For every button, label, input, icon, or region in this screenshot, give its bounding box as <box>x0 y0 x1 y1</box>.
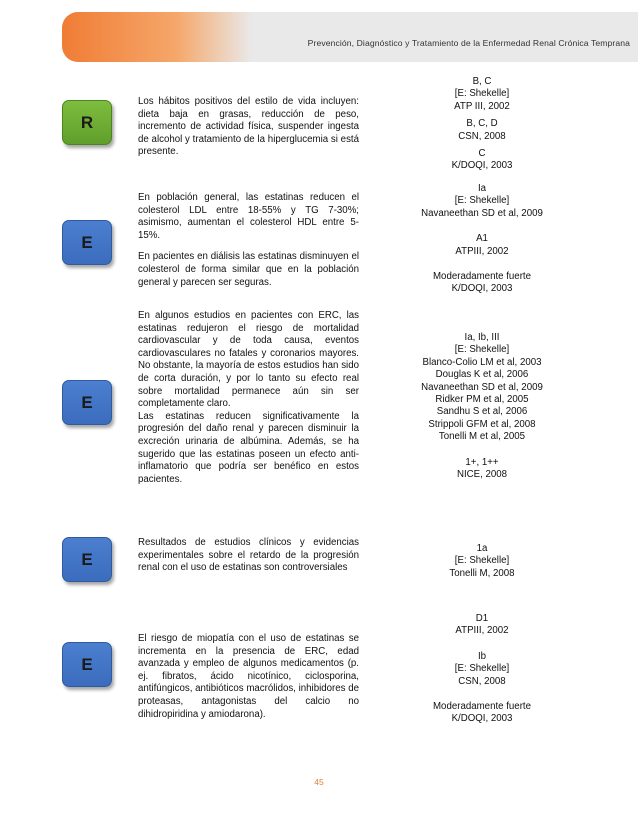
ref-line: Navaneethan SD et al, 2009 <box>421 207 543 219</box>
badge-letter: E <box>81 232 93 252</box>
ref-line: K/DOQI, 2003 <box>451 160 513 172</box>
ref-line: NICE, 2008 <box>456 469 508 481</box>
ref-line: Tonelli M et al, 2005 <box>438 431 526 443</box>
evidence-badge <box>62 537 112 582</box>
page-number: 45 <box>314 777 324 787</box>
row-text-lifestyle <box>138 96 359 159</box>
ref-line: C <box>478 148 486 160</box>
ref-line: Moderadamente fuerte <box>432 271 531 283</box>
row-refs-statins-erc <box>392 332 572 481</box>
badge-letter: E <box>81 654 93 674</box>
row-refs-statins-general <box>392 183 572 296</box>
row-refs-renal-progression <box>392 543 572 580</box>
ref-line: Sandhu S et al, 2006 <box>436 406 528 418</box>
ref-line: Navaneethan SD et al, 2009 <box>421 381 543 393</box>
ref-line: CSN, 2008 <box>458 130 506 142</box>
ref-line: Moderadamente fuerte <box>432 701 531 713</box>
ref-line: K/DOQI, 2003 <box>451 713 513 725</box>
badge-letter: R <box>80 112 94 132</box>
ref-line: Ia <box>477 183 487 194</box>
ref-line: Blanco-Colio LM et al, 2003 <box>422 356 542 368</box>
paragraph: En población general, las estatinas reducen el colesterol LDL entre 18-55% y TG 7-30%; asimismo, aumentan el colesterol HDL entre 5-15%. <box>138 192 359 241</box>
paragraph: Resultados de estudios clínicos y evidencias experimentales sobre el retardo de la progresión renal con el uso de estatinas son controversiales <box>138 537 359 574</box>
paragraph: En algunos estudios en pacientes con ERC, las estatinas redujeron el riesgo de mortalidad cardiovascular y de toda causa, eventos cardiovasculares no fatales y coronarios mayores. No obstante, la mayoría de estos estudios han sido de corta duración, y por lo tanto su efecto real sobre mortalidad permanece aún sin ser completamente claro. <box>138 310 359 410</box>
ref-line: B, C, D <box>466 118 498 130</box>
ref-line: ATP III, 2002 <box>454 100 510 112</box>
row-refs-lifestyle <box>392 76 572 173</box>
evidence-badge <box>62 642 112 687</box>
paragraph: Las estatinas reducen significativamente la progresión del daño renal y parecen disminuir la excreción urinaria de albúmina. Además, se ha sugerido que las estatinas poseen un efecto anti-inflamatorio que podría ser benéfico en estos pacientes. <box>138 410 359 485</box>
ref-line: Tonelli M, 2008 <box>449 567 515 579</box>
ref-line: Strippoli GFM et al, 2008 <box>428 418 536 430</box>
ref-line: 1+, 1++ <box>465 456 499 468</box>
ref-line: 1a <box>476 543 488 554</box>
ref-line: A1 <box>476 233 488 245</box>
ref-line: [E: Shekelle] <box>454 555 510 567</box>
ref-line: [E: Shekelle] <box>454 663 510 675</box>
ref-line: B, C <box>472 76 492 87</box>
evidence-badge <box>62 380 112 425</box>
ref-line: Douglas K et al, 2006 <box>435 369 529 381</box>
row-text-statins-general <box>138 192 359 289</box>
paragraph: Los hábitos positivos del estilo de vida incluyen: dieta baja en grasas, reducción de peso, incremento de actividad física, suspender ingesta de alcohol y tratamiento de la hiperglucemia si está presente. <box>138 96 359 158</box>
ref-line: CSN, 2008 <box>458 675 506 687</box>
ref-line: D1 <box>475 613 489 624</box>
ref-line: ATPIII, 2002 <box>455 245 509 257</box>
row-text-myopathy <box>138 633 359 721</box>
badge-letter: E <box>81 392 93 412</box>
ref-line: [E: Shekelle] <box>454 344 510 356</box>
recommendation-badge <box>62 100 112 145</box>
evidence-badge <box>62 220 112 265</box>
page-header-title: Prevención, Diagnóstico y Tratamiento de la Enfermedad Renal Crónica Temprana <box>307 38 630 48</box>
header-accent <box>62 12 252 62</box>
paragraph: En pacientes en diálisis las estatinas disminuyen el colesterol de forma similar que en la población general y parecen ser seguras. <box>138 251 359 288</box>
row-text-statins-erc <box>138 310 359 486</box>
ref-line: [E: Shekelle] <box>454 88 510 100</box>
row-text-renal-progression <box>138 537 359 575</box>
ref-line: ATPIII, 2002 <box>455 625 509 637</box>
ref-line: Ridker PM et al, 2005 <box>435 394 529 406</box>
ref-line: [E: Shekelle] <box>454 195 510 207</box>
badge-letter: E <box>81 549 93 569</box>
ref-line: Ib <box>477 650 487 662</box>
row-refs-myopathy <box>392 613 572 726</box>
ref-line: K/DOQI, 2003 <box>451 283 513 295</box>
ref-line: Ia, Ib, III <box>464 332 500 343</box>
paragraph: El riesgo de miopatía con el uso de estatinas se incrementa en la presencia de ERC, edad avanzada y empleo de algunos medicamentos (p. ej. fibratos, ácido nicotínico, ciclosporina, antifúngicos, antibióticos macrólidos, inhibidores de proteasas, antagonistas del calcio no dihidropiridina y amiodarona). <box>138 633 359 720</box>
